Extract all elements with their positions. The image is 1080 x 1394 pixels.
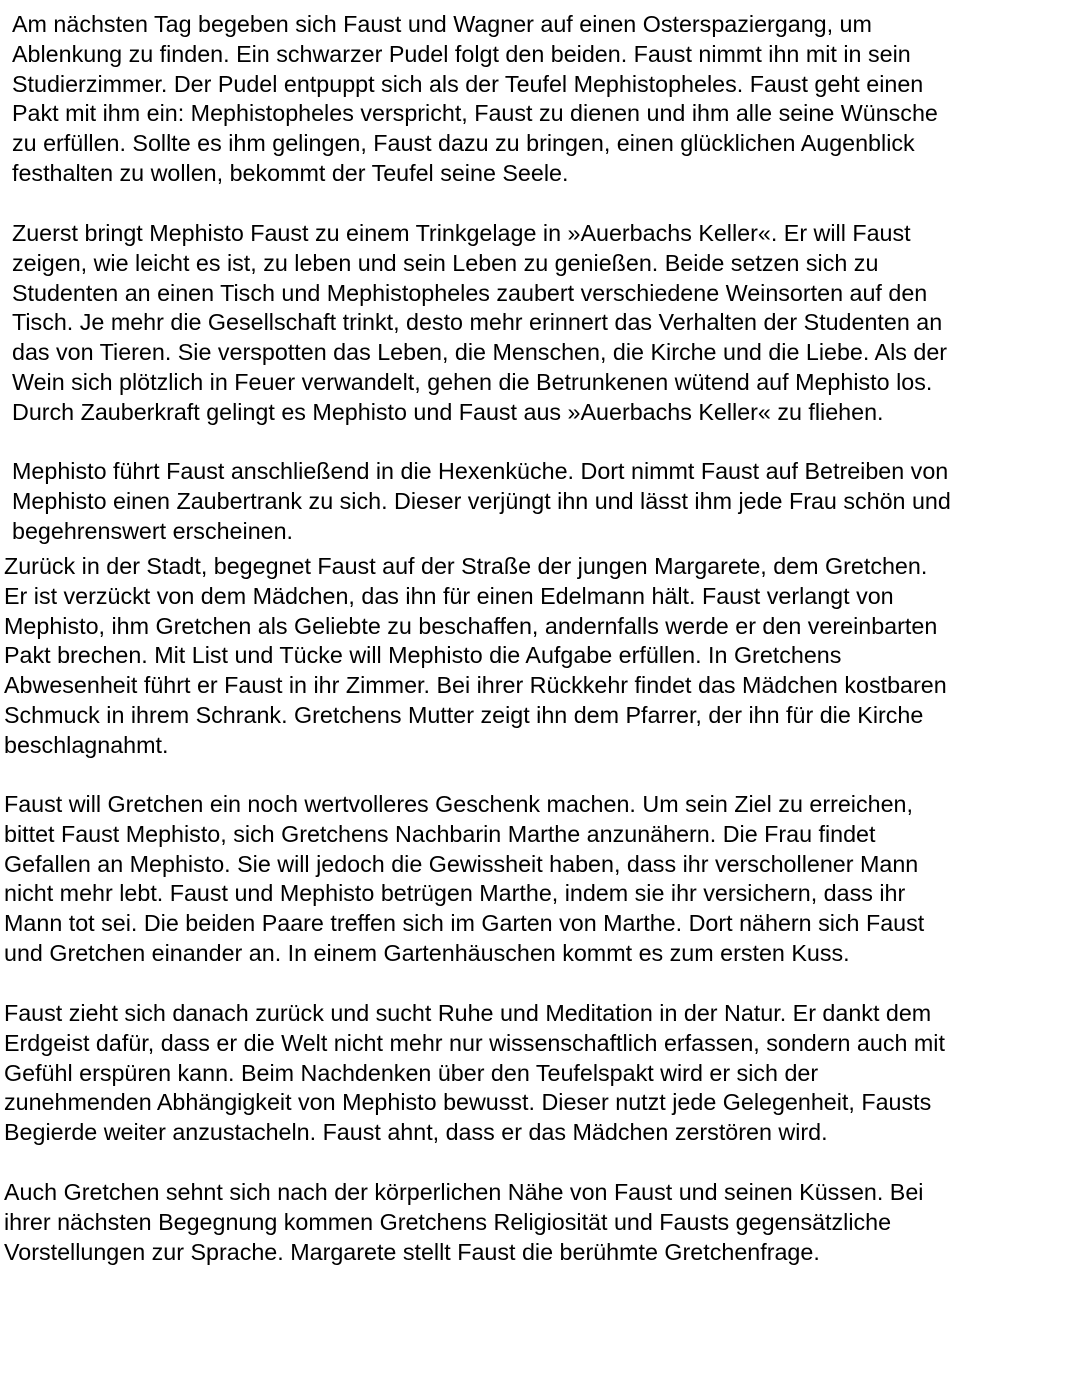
paragraph-gretchenfrage: Auch Gretchen sehnt sich nach der körperlichen Nähe von Faust und seinen Küssen. Bei ihrer nächsten Begegnung kommen Gretchens Religiosität und Fausts gegensätzliche Vorstellungen zur Sprache. Margarete stellt Faust die berühmte Gretchenfrage. [4, 1179, 924, 1265]
paragraph-auerbachs-keller: Zuerst bringt Mephisto Faust zu einem Trinkgelage in »Auerbachs Keller«. Er will Faust zeigen, wie leicht es ist, zu leben und sein Leben zu genießen. Beide setzen sich zu Studenten an einen Tisch und Mephistopheles zaubert verschiedene Weinsorten auf den Tisch. Je mehr die Gesellschaft trinkt, desto mehr erinnert das Verhalten der Studenten an das von Tieren. Sie verspotten das Leben, die Menschen, die Kirche und die Liebe. Als der Wein sich plötzlich in Feuer verwandelt, gehen die Betrunkenen wütend auf Mephisto los. Durch Zauberkraft gelingt es Mephisto und Faust aus »Auerbachs Keller« zu fliehen. [12, 220, 948, 425]
paragraph-gretchen-begegnung: Zurück in der Stadt, begegnet Faust auf der Straße der jungen Margarete, dem Gretchen. Er ist verzückt von dem Mädchen, das ihn für einen Edelmann hält. Faust verlangt von Mephisto, ihm Gretchen als Geliebte zu beschaffen, andernfalls werde er den vereinbarten Pakt brechen. Mit List und Tücke will Mephisto die Aufgabe erfüllen. In Gretchens Abwesenheit führt er Faust in ihr Zimmer. Bei ihrer Rückkehr findet das Mädchen kostbaren Schmuck in ihrem Schrank. Gretchens Mutter zeigt ihn dem Pfarrer, der ihn für die Kirche beschlagnahmt. [4, 553, 947, 758]
paragraph-wald-und-hoehle: Faust zieht sich danach zurück und sucht Ruhe und Meditation in der Natur. Er dankt dem Erdgeist dafür, dass er die Welt nicht mehr nur wissenschaftlich erfassen, sondern auch mit Gefühl erspüren kann. Beim Nachdenken über den Teufelspakt wird er sich der zunehmenden Abhängigkeit von Mephisto bewusst. Dieser nutzt jede Gelegenheit, Fausts Begierde weiter anzustacheln. Faust ahnt, dass er das Mädchen zerstören wird. [4, 1000, 945, 1146]
paragraph-marthe-garten: Faust will Gretchen ein noch wertvolleres Geschenk machen. Um sein Ziel zu erreichen, bittet Faust Mephisto, sich Gretchens Nachbarin Marthe anzunähern. Die Frau findet Gefallen an Mephisto. Sie will jedoch die Gewissheit haben, dass ihr verschollener Mann nicht mehr lebt. Faust und Mephisto betrügen Marthe, indem sie ihr versichern, dass ihr Mann tot sei. Die beiden Paare treffen sich im Garten von Marthe. Dort nähern sich Faust und Gretchen einander an. In einem Gartenhäuschen kommt es zum ersten Kuss. [4, 791, 925, 966]
paragraph-hexenkueche: Mephisto führt Faust anschließend in die Hexenküche. Dort nimmt Faust auf Betreiben von Mephisto einen Zaubertrank zu sich. Dieser verjüngt ihn und lässt ihm jede Frau schön und begehrenswert erscheinen. [12, 458, 951, 544]
paragraph-osterspaziergang: Am nächsten Tag begeben sich Faust und Wagner auf einen Osterspaziergang, um Ablenkung zu finden. Ein schwarzer Pudel folgt den beiden. Faust nimmt ihn mit in sein Studierzimmer. Der Pudel entpuppt sich als der Teufel Mephistopheles. Faust geht einen Pakt mit ihm ein: Mephistopheles verspricht, Faust zu dienen und ihm alle seine Wünsche zu erfüllen. Sollte es ihm gelingen, Faust dazu zu bringen, einen glücklichen Augenblick festhalten zu wollen, bekommt der Teufel seine Seele. [12, 11, 938, 186]
